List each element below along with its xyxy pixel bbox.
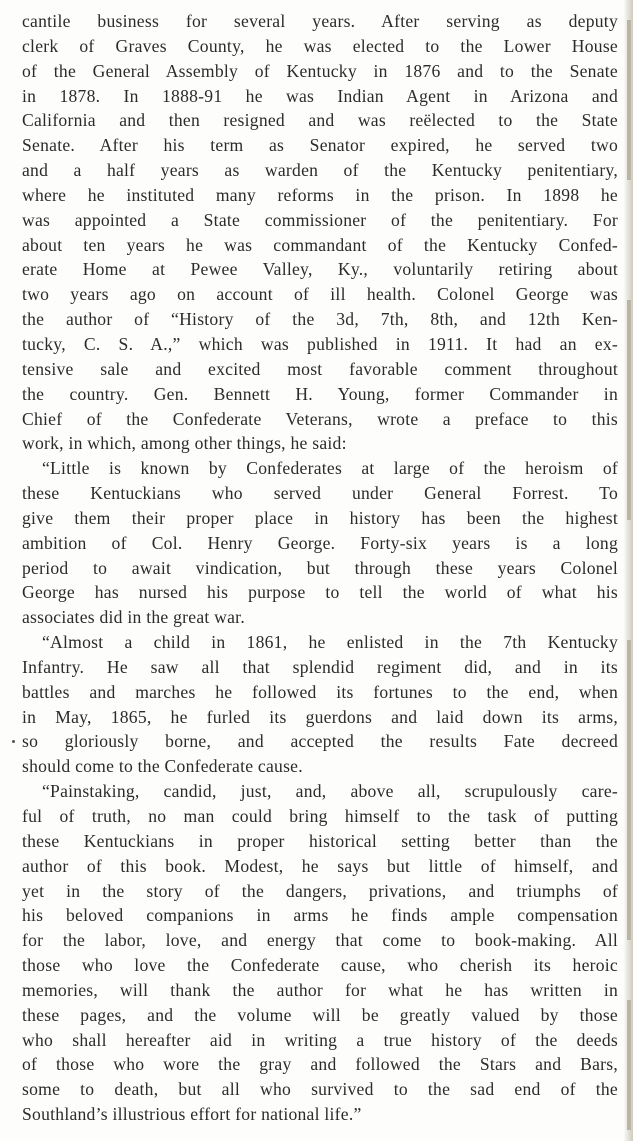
gutter-mark [627,300,631,520]
text-line: and a half years as warden of the Kentucky penitentiary, [22,160,618,181]
text-line: associates did in the great war. [22,607,245,628]
text-line: tensive sale and excited most favorable comment throughout [22,358,618,379]
text-line: battles and marches he followed its fortunes to the end, when [22,681,618,702]
text-line: ful of truth, no man could bring himself to the task of putting [22,806,618,826]
text-line: should come to the Confederate cause. [22,756,303,777]
text-line: work, in which, among other things, he said: [22,433,347,454]
text-line: “Painstaking, candid, just, and, above all, scrupulously care- [42,781,618,802]
text-line: two years ago on account of ill health. Colonel George was [22,284,618,305]
text-line: so gloriously borne, and accepted the results Fate decreed [22,731,618,752]
gutter-mark [627,20,631,180]
text-line: for the labor, love, and energy that come to book-making. All [22,930,618,951]
paragraph [22,779,618,1127]
gutter-mark [627,1000,631,1130]
text-line: memories, will thank the author for what he has written in [22,979,618,1000]
text-line: those who love the Confederate cause, who cherish its heroic [22,955,618,976]
text-line: yet in the story of the dangers, privations, and triumphs of [22,880,618,901]
text-line: these Kentuckians in proper historical setting better than the [22,830,618,851]
text-line: erate Home at Pewee Valley, Ky., voluntarily retiring about [22,259,618,280]
text-line: in 1878. In 1888-91 he was Indian Agent in Arizona and [22,85,618,106]
body-text [22,9,618,1127]
text-line: the author of “History of the 3d, 7th, 8th, and 12th Ken- [22,309,618,330]
text-line: in May, 1865, he furled its guerdons and laid down its arms, [22,706,618,727]
paragraph [22,630,618,779]
text-line: Senate. After his term as Senator expired, he served two [22,135,618,156]
text-line: ambition of Col. Henry George. Forty-six years is a long [22,532,618,553]
text-line: was appointed a State commissioner of the penitentiary. For [22,209,618,230]
text-line: clerk of Graves County, he was elected to the Lower House [22,35,618,56]
text-line: tucky, C. S. A.,” which was published in 1911. It had an ex- [22,333,618,354]
text-line: these pages, and the volume will be greatly valued by those [22,1004,618,1025]
text-line: George has nursed his purpose to tell the world of what his [22,582,618,603]
text-line: these Kentuckians who served under General Forrest. To [22,483,618,504]
print-speck [12,740,15,743]
text-line: Infantry. He saw all that splendid regiment did, and in its [22,656,618,677]
page-gutter-shadow [623,0,633,1141]
text-line: author of this book. Modest, he says but little of himself, and [22,855,618,876]
text-line: Chief of the Confederate Veterans, wrote a preface to this [22,408,618,429]
gutter-mark [627,640,631,940]
paragraph [22,456,618,630]
text-line: Southland’s illustrious effort for national life.” [22,1104,362,1125]
text-line: where he instituted many reforms in the prison. In 1898 he [22,184,618,205]
text-line: of the General Assembly of Kentucky in 1876 and to the Senate [22,60,618,81]
text-line: who shall hereafter aid in writing a true history of the deeds [22,1029,618,1050]
text-line: cantile business for several years. After serving as deputy [22,11,618,31]
paragraph [22,9,618,456]
text-line: “Little is known by Confederates at large of the heroism of [42,458,618,479]
text-line: the country. Gen. Bennett H. Young, former Commander in [22,383,618,404]
text-line: about ten years he was commandant of the Kentucky Confed- [22,234,618,255]
text-line: “Almost a child in 1861, he enlisted in the 7th Kentucky [42,632,618,653]
text-line: some to death, but all who survived to the sad end of the [22,1079,618,1100]
text-line: give them their proper place in history has been the highest [22,507,618,528]
text-line: California and then resigned and was reëlected to the State [22,110,618,131]
text-line: period to await vindication, but through these years Colonel [22,557,618,578]
text-line: of those who wore the gray and followed the Stars and Bars, [22,1054,618,1075]
text-line: his beloved companions in arms he finds ample compensation [22,905,618,926]
